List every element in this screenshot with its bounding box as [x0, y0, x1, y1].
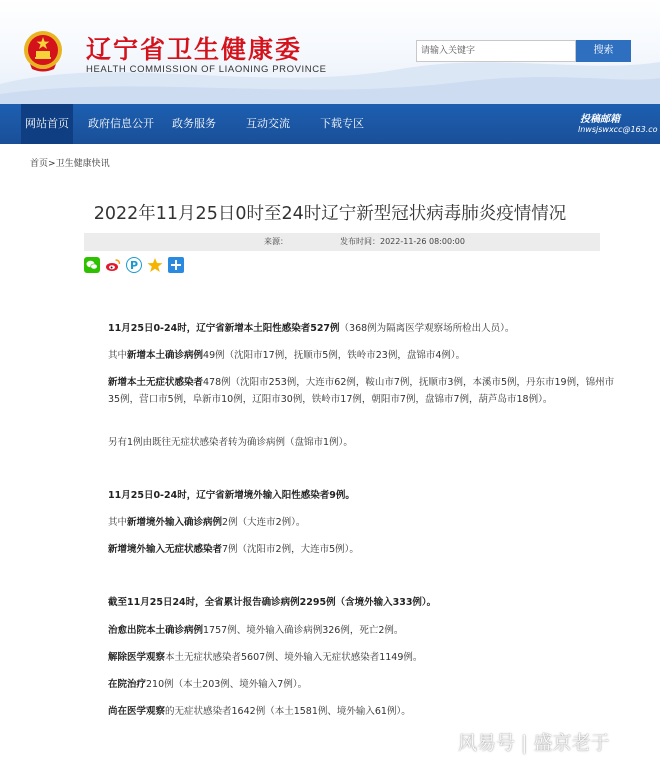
national-emblem-icon[interactable]: [22, 28, 64, 74]
paragraph: 在院治疗210例（本土203例、境外输入7例）。: [108, 679, 308, 690]
paragraph: 截至11月25日24时，全省累计报告确诊病例2295例（含境外输入333例）。: [108, 597, 437, 608]
paragraph: 11月25日0-24时，辽宁省新增本土阳性感染者527例（368例为隔离医学观察场所检出人员）。: [108, 323, 515, 334]
site-subtitle: HEALTH COMMISSION OF LIAONING PROVINCE: [86, 64, 327, 75]
watermark: 风易号 | 盛京老于: [458, 732, 610, 754]
svg-text:P: P: [129, 259, 139, 272]
paragraph: 另有1例由既往无症状感染者转为确诊病例（盘锦市1例）。: [108, 437, 353, 448]
pinterest-icon[interactable]: [126, 257, 142, 273]
mailbox-address[interactable]: lnwsjswxcc@163.co: [578, 125, 658, 134]
article-meta-bar: [84, 233, 600, 251]
site-header: [0, 0, 660, 104]
paragraph: 新增本土无症状感染者478例（沈阳市253例，大连市62例，鞍山市7例，抚顺市3例，本溪市5例，丹东市19例，锦州市35例，营口市5例，阜新市10例，辽阳市30例，铁岭市17例，朝阳市7例，盘锦市7例，葫芦岛市18例）。: [108, 377, 615, 405]
add-more-icon[interactable]: [168, 257, 184, 273]
nav-item-gov-services[interactable]: 政务服务: [172, 117, 216, 130]
weibo-icon[interactable]: [105, 257, 121, 273]
paragraph: 解除医学观察本土无症状感染者5607例、境外输入无症状感染者1149例。: [108, 652, 423, 663]
search-input[interactable]: [416, 40, 576, 62]
paragraph: 11月25日0-24时，辽宁省新增境外输入阳性感染者9例。: [108, 490, 355, 501]
paragraph: 其中新增境外输入确诊病例2例（大连市2例）。: [108, 517, 306, 528]
breadcrumb-separator: >: [48, 159, 56, 169]
paragraph: 治愈出院本土确诊病例1757例、境外输入确诊病例326例，死亡2例。: [108, 625, 404, 636]
article-date: 发布时间：2022-11-26 08:00:00: [340, 237, 465, 246]
breadcrumb: [30, 156, 110, 169]
breadcrumb-home[interactable]: 首页: [30, 159, 49, 169]
main-nav: [0, 104, 660, 144]
wechat-icon[interactable]: [84, 257, 100, 273]
breadcrumb-current[interactable]: 卫生健康快讯: [55, 159, 110, 169]
submission-mailbox[interactable]: [570, 104, 660, 144]
paragraph: 尚在医学观察的无症状感染者1642例（本土1581例、境外输入61例）。: [108, 706, 411, 717]
article-title: 2022年11月25日0时至24时辽宁新型冠状病毒肺炎疫情情况: [93, 204, 567, 224]
nav-item-gov-info[interactable]: 政府信息公开: [88, 117, 154, 130]
nav-item-interaction[interactable]: 互动交流: [246, 117, 290, 130]
paragraph: 其中新增本土确诊病例49例（沈阳市17例，抚顺市5例，铁岭市23例，盘锦市4例）。: [108, 350, 466, 361]
site-title[interactable]: 辽宁省卫生健康委: [86, 35, 303, 64]
nav-item-home[interactable]: 网站首页: [21, 104, 73, 144]
favorite-star-icon[interactable]: [147, 257, 163, 273]
paragraph: 新增境外输入无症状感染者7例（沈阳市2例，大连市5例）。: [108, 544, 359, 555]
nav-item-downloads[interactable]: 下载专区: [320, 117, 364, 130]
search-button[interactable]: 搜索: [576, 40, 631, 62]
mailbox-label: 投稿邮箱: [580, 114, 620, 125]
article-source: 来源：: [264, 237, 288, 246]
